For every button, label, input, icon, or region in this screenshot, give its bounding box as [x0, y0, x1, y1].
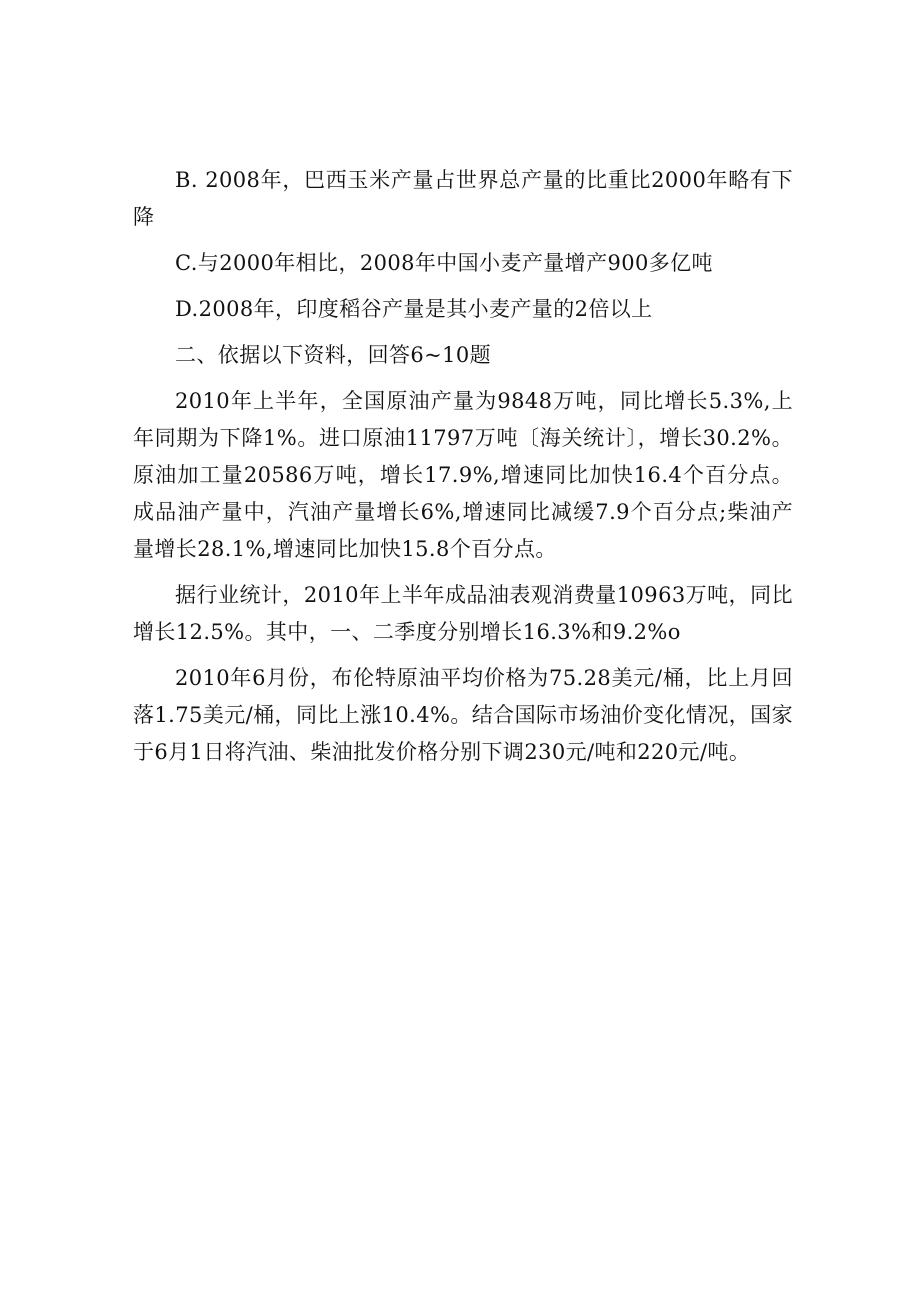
- consumption-paragraph: 据行业统计，2010年上半年成品油表观消费量10963万吨，同比增长12.5%。其中，一、二季度分别增长16.3%和9.2%o: [133, 583, 793, 644]
- crude-oil-paragraph: 2010年上半年，全国原油产量为9848万吨，同比增长5.3%,上年同期为下降1%。进口原油11797万吨〔海关统计〕，增长30.2%。原油加工量20586万吨，增长17.9%,增速同比加快16.4个百分点。成品油产量中，汽油产量增长6%,增速同比减缓7.9个百分点;柴油产量增长28.1%,增速同比加快15.8个百分点。: [133, 389, 793, 561]
- option-c-paragraph: C.与2000年相比，2008年中国小麦产量增产900多亿吨: [175, 251, 713, 275]
- option-d-paragraph: D.2008年，印度稻谷产量是其小麦产量的2倍以上: [175, 297, 653, 321]
- section-heading: 二、依据以下资料，回答6~10题: [175, 343, 492, 367]
- price-paragraph: 2010年6月份，布伦特原油平均价格为75.28美元/桶，比上月回落1.75美元/桶，同比上涨10.4%。结合国际市场油价变化情况，国家于6月1日将汽油、柴油批发价格分别下调230元/吨和220元/吨。: [133, 666, 793, 764]
- document-body: [133, 162, 793, 780]
- option-b-paragraph: B. 2008年，巴西玉米产量占世界总产量的比重比2000年略有下降: [133, 168, 793, 229]
